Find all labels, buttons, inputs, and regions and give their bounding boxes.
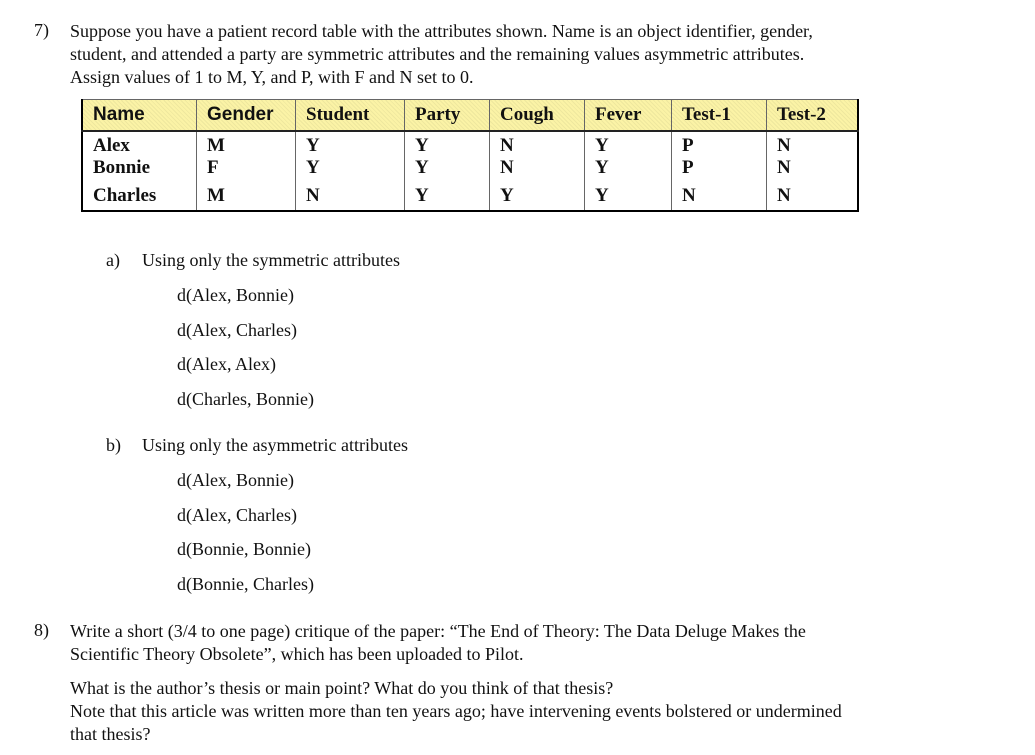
question-line: student, and attended a party are symmetric attributes and the remaining values asymmetric attributes. — [70, 44, 805, 64]
list-item: d(Alex, Alex) — [177, 354, 276, 374]
question-line: that thesis? — [70, 724, 151, 744]
question-line: Write a short (3/4 to one page) critique of the paper: “The End of Theory: The Data Deluge Makes the — [70, 621, 806, 641]
question-line: Assign values of 1 to M, Y, and P, with F and N set to 0. — [70, 67, 474, 87]
list-item: d(Alex, Charles) — [177, 320, 297, 340]
column-header-student: Student — [296, 100, 405, 132]
table-cell: Y — [490, 179, 585, 211]
table-row — [82, 131, 858, 157]
list-item: d(Alex, Bonnie) — [177, 285, 294, 305]
list-item: d(Alex, Bonnie) — [177, 470, 294, 490]
table-row — [82, 179, 858, 211]
part-label: b) — [106, 435, 121, 455]
table-cell: Y — [585, 179, 672, 211]
table-cell: Bonnie — [93, 157, 151, 178]
table-cell: Alex — [93, 135, 130, 156]
table-cell: N — [767, 157, 859, 179]
column-header-cough: Cough — [490, 100, 585, 132]
column-header-party: Party — [405, 100, 490, 132]
question-number: 7) — [34, 20, 49, 40]
question-7 — [34, 20, 1014, 89]
table-cell: Y — [296, 131, 405, 157]
table-cell: M — [197, 179, 296, 211]
table-cell: P — [672, 157, 767, 179]
table-cell: P — [672, 131, 767, 157]
part-text: Using only the symmetric attributes — [142, 250, 400, 270]
question-number: 8) — [34, 620, 49, 640]
table-row — [82, 157, 858, 179]
table-cell: Y — [585, 157, 672, 179]
list-item: d(Bonnie, Bonnie) — [177, 539, 311, 559]
question-text — [70, 620, 1014, 746]
column-header-fever: Fever — [585, 100, 672, 132]
table-cell: F — [197, 157, 296, 179]
column-header-name: Name — [82, 100, 197, 132]
part-text: Using only the asymmetric attributes — [142, 435, 408, 455]
list-item: d(Charles, Bonnie) — [177, 389, 314, 409]
table-cell: N — [767, 179, 859, 211]
table-cell: Y — [296, 157, 405, 179]
table-cell: N — [490, 157, 585, 179]
patient-record-table — [81, 99, 859, 212]
question-8 — [34, 620, 1014, 746]
list-item: d(Alex, Charles) — [177, 505, 297, 525]
list-item: d(Bonnie, Charles) — [177, 574, 314, 594]
question-line: Scientific Theory Obsolete”, which has been uploaded to Pilot. — [70, 644, 524, 664]
table-cell: Y — [405, 131, 490, 157]
column-header-test-1: Test-1 — [672, 100, 767, 132]
table-cell: Y — [585, 131, 672, 157]
table-cell: N — [296, 179, 405, 211]
table-cell: N — [767, 131, 859, 157]
question-line: Note that this article was written more than ten years ago; have intervening events bolstered or undermined — [70, 701, 842, 721]
table-cell: Charles — [93, 185, 157, 206]
question-line: What is the author’s thesis or main point? What do you think of that thesis? — [70, 678, 614, 698]
table-cell: Y — [405, 179, 490, 211]
column-header-test-2: Test-2 — [767, 100, 859, 132]
table-header-row — [82, 100, 858, 132]
question-line: Suppose you have a patient record table with the attributes shown. Name is an object identifier, gender, — [70, 21, 813, 41]
table-cell: N — [490, 131, 585, 157]
table-cell: Y — [405, 157, 490, 179]
question-text — [70, 20, 1014, 89]
column-header-gender: Gender — [197, 100, 296, 132]
table-cell: M — [197, 131, 296, 157]
table-cell: N — [672, 179, 767, 211]
part-label: a) — [106, 250, 120, 270]
